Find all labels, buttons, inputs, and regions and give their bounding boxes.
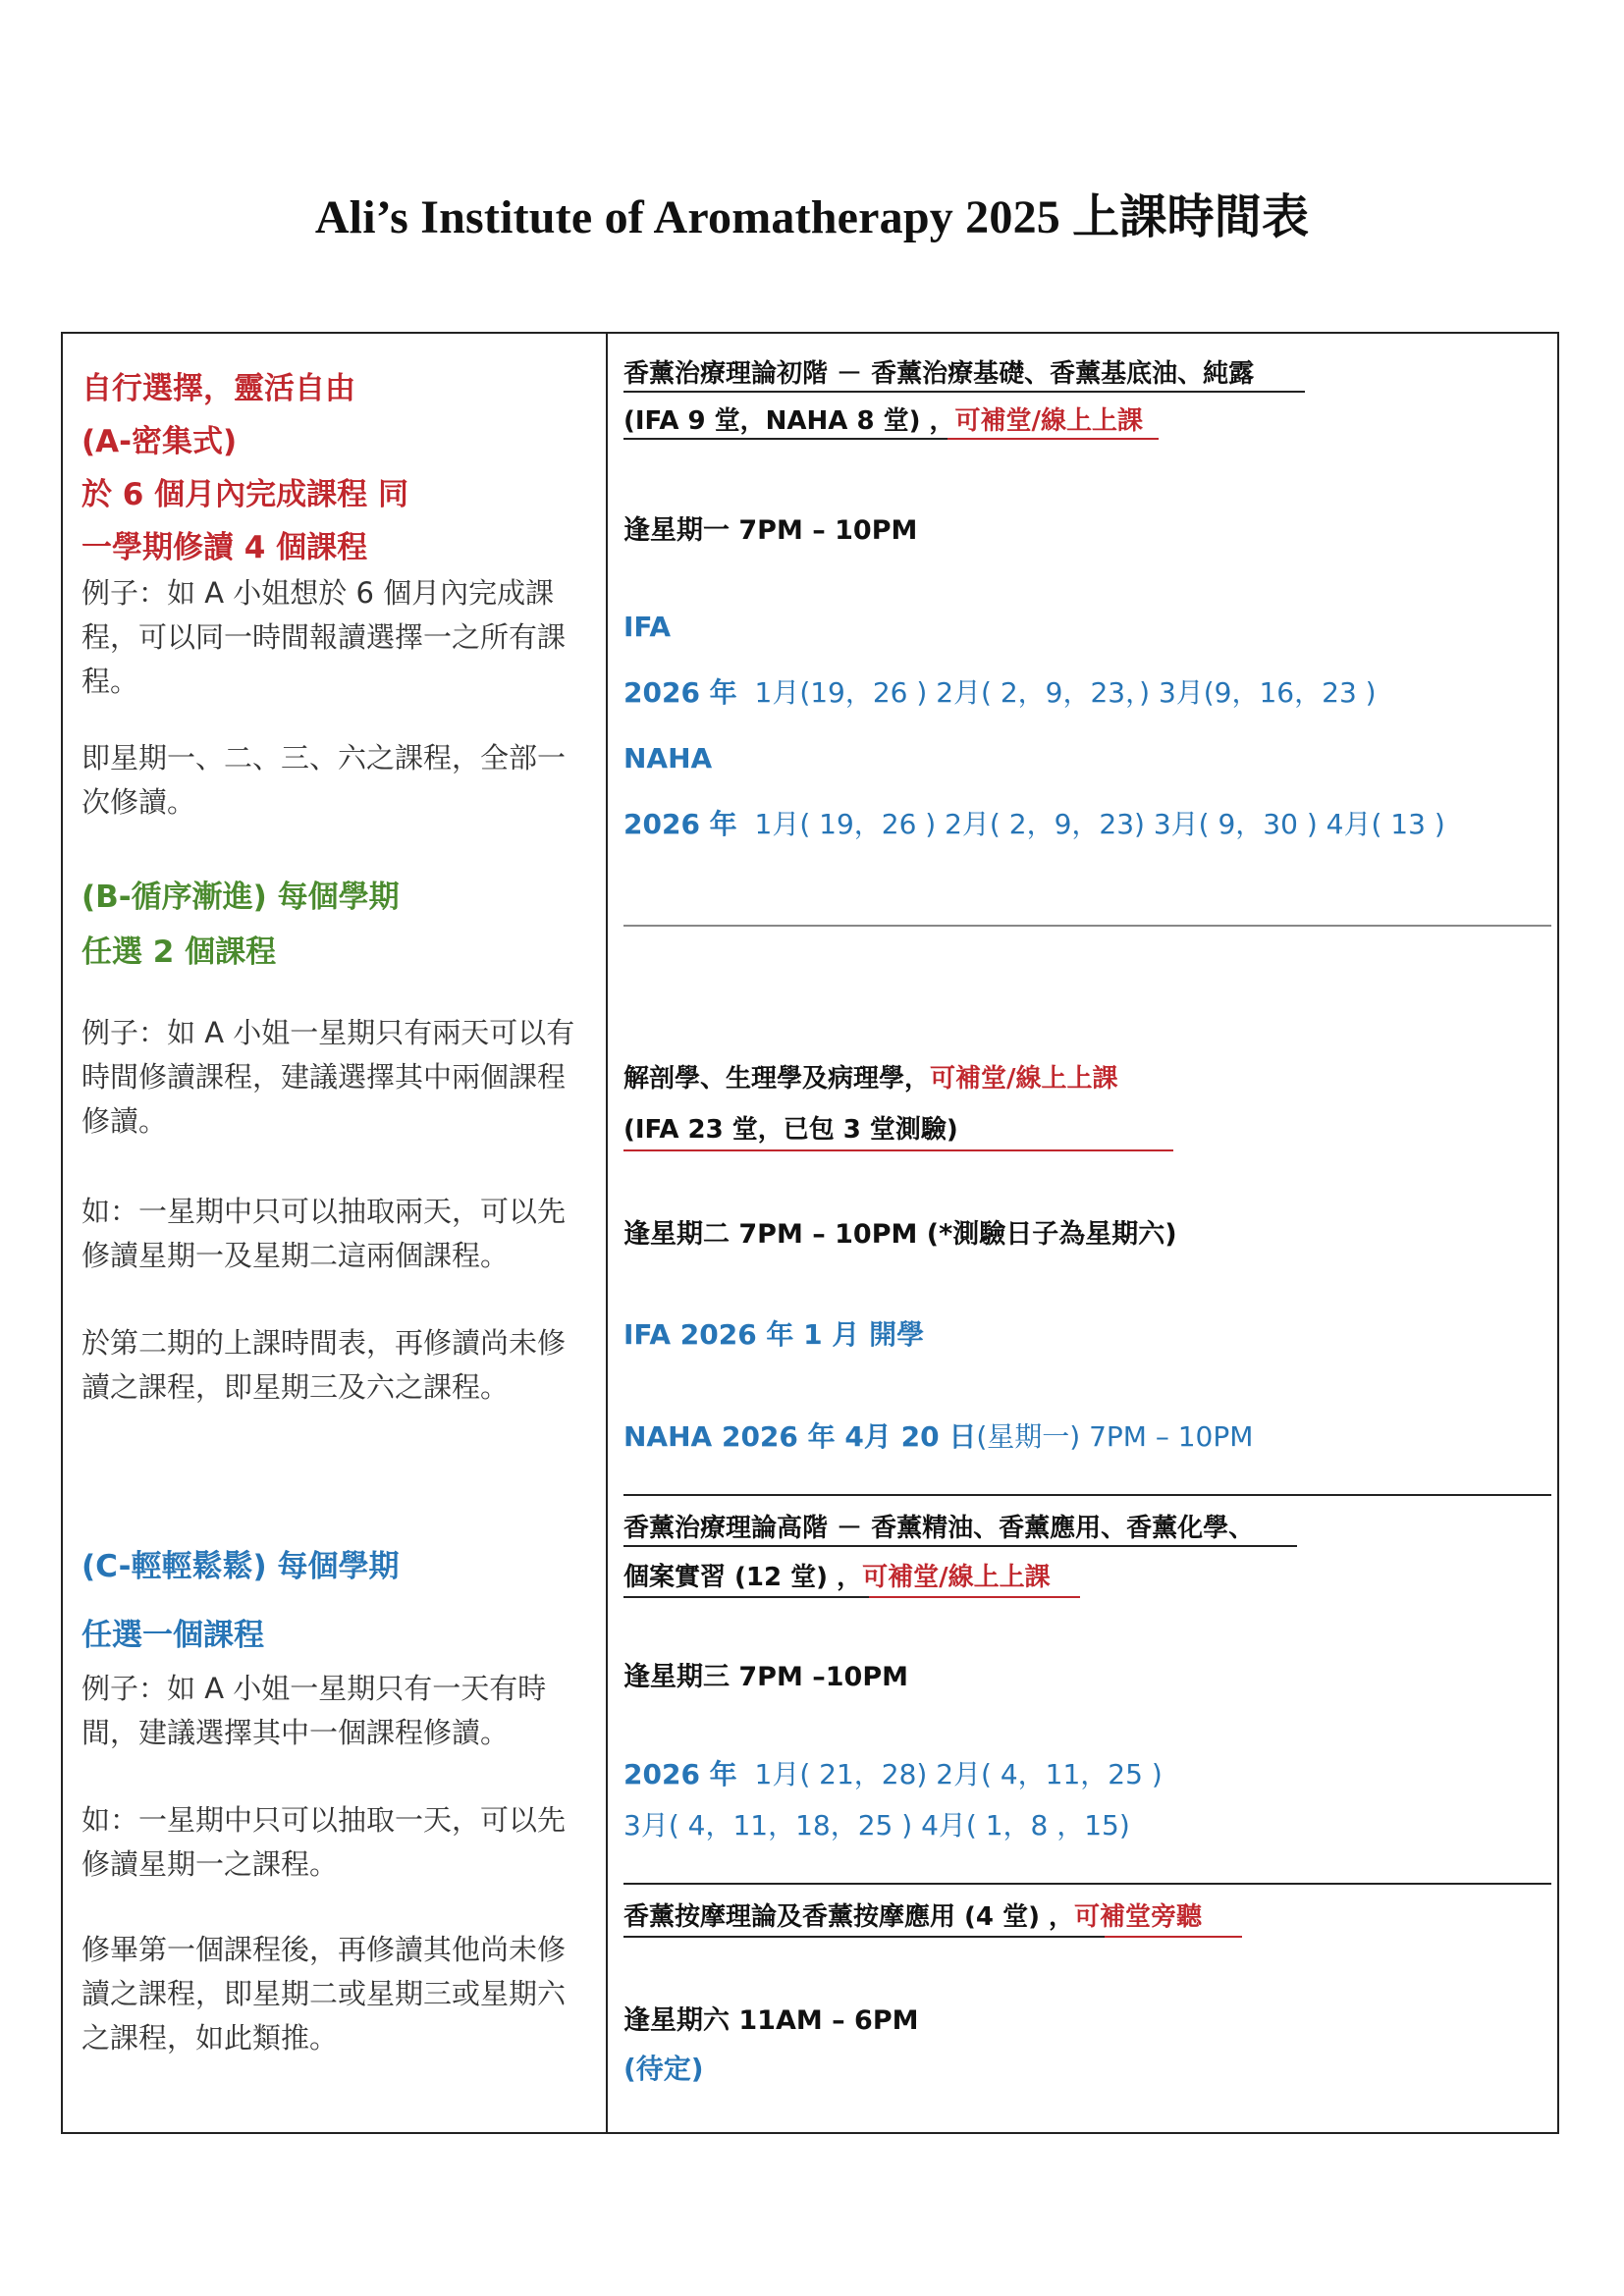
course-1-note-underline — [947, 438, 1159, 440]
course-1-divider — [623, 925, 1551, 927]
course-4-note-underline — [1105, 1936, 1242, 1938]
option-a-note: 即星期一、二、三、六之課程，全部一次修讀。 — [81, 741, 567, 819]
course-1-title-underline — [623, 391, 1305, 393]
option-b-note-2: 於第二期的上課時間表，再修讀尚未修讀之課程，即星期三及六之課程。 — [81, 1326, 567, 1404]
option-b-note-1: 如：一星期中只可以抽取兩天，可以先修讀星期一及星期二這兩個課程。 — [81, 1195, 567, 1272]
schedule-table — [61, 332, 1559, 2134]
option-c-heading-1: (C-輕輕鬆鬆) 每個學期 — [81, 1549, 400, 1584]
course-1-time: 逢星期一 7PM – 10PM — [623, 515, 918, 546]
option-c-note-2: 修畢第一個課程後，再修讀其他尚未修讀之課程，即星期二或星期三或星期六之課程，如此類推。 — [81, 1933, 567, 2055]
course-2-time: 逢星期二 7PM – 10PM (*測驗日子為星期六) — [623, 1219, 1177, 1250]
course-3-title: 香薰治療理論高階 － 香薰精油、香薰應用、香薰化學、 — [623, 1514, 1255, 1543]
option-a-heading-3: 於 6 個月內完成課程 同 — [81, 477, 408, 512]
course-4-title: 香薰按摩理論及香薰按摩應用 (4 堂) ，可補堂旁聽 — [623, 1902, 1203, 1932]
course-2-title: 解剖學、生理學及病理學，可補堂/線上上課 — [623, 1064, 1118, 1094]
page-title: Ali’s Institute of Aromatherapy 2025 上課時間表 — [314, 191, 1310, 243]
option-b-heading-1: (B-循序漸進) 每個學期 — [81, 880, 400, 915]
course-1-makeup-note: 可補堂/線上上課 — [954, 406, 1144, 436]
course-2-divider — [623, 1494, 1551, 1496]
course-2-naha: NAHA 2026 年 4月 20 日(星期一) 7PM – 10PM — [623, 1420, 1254, 1453]
courses-column — [623, 334, 1546, 2132]
course-3-time: 逢星期三 7PM –10PM — [623, 1662, 908, 1692]
option-a-example: 例子：如 A 小姐想於 6 個月內完成課程，可以同一時間報讀選擇一之所有課程。 — [81, 576, 567, 698]
course-4-audit-note: 可補堂旁聽 — [1074, 1902, 1203, 1932]
options-column — [81, 334, 602, 2132]
course-4-time: 逢星期六 11AM – 6PM — [623, 2005, 919, 2036]
course-4-tbd: (待定) — [623, 2053, 704, 2085]
option-c-heading-2: 任選一個課程 — [81, 1618, 264, 1653]
course-1-naha-label: NAHA — [623, 742, 713, 774]
course-2-underline — [623, 1149, 1173, 1151]
option-c-example: 例子：如 A 小姐一星期只有一天有時間，建議選擇其中一個課程修讀。 — [81, 1672, 547, 1749]
option-b-heading-2: 任選 2 個課程 — [81, 934, 277, 970]
course-1-title: 香薰治療理論初階 － 香薰治療基礎、香薰基底油、純露 — [623, 359, 1255, 389]
course-3-dates-1: 2026 年 1月( 21，28) 2月( 4，11，25 ) — [623, 1758, 1163, 1790]
course-1-naha-dates: 2026 年 1月( 19，26 ) 2月( 2，9，23) 3月( 9，30 ) 4月( 13 ) — [623, 808, 1445, 840]
option-a-heading-4: 一學期修讀 4 個課程 — [81, 530, 368, 565]
option-c-note-1: 如：一星期中只可以抽取一天，可以先修讀星期一之課程。 — [81, 1803, 567, 1881]
column-divider — [606, 334, 608, 2132]
course-2-sessions: (IFA 23 堂，已包 3 堂測驗) — [623, 1115, 958, 1145]
course-1-sessions: (IFA 9 堂，NAHA 8 堂) ，可補堂/線上上課 — [623, 406, 1144, 436]
option-a-heading-1: 自行選擇，靈活自由 — [81, 371, 355, 406]
course-3-dates-2: 3月( 4，11，18，25 ) 4月( 1，8 ，15) — [623, 1809, 1130, 1842]
course-2-makeup-note: 可補堂/線上上課 — [930, 1064, 1118, 1094]
option-a-heading-2: (A-密集式) — [81, 424, 238, 459]
course-1-ifa-dates: 2026 年 1月(19，26 ) 2月( 2，9，23，) 3月(9，16，23 ) — [623, 676, 1377, 709]
course-2-ifa: IFA 2026 年 1 月 開學 — [623, 1318, 925, 1351]
course-1-ifa-label: IFA — [623, 611, 672, 643]
course-3-note-underline — [869, 1596, 1080, 1598]
course-4-underline — [623, 1936, 1105, 1938]
course-3-title-underline — [623, 1545, 1297, 1547]
course-3-divider — [623, 1883, 1551, 1885]
option-b-example: 例子：如 A 小姐一星期只有兩天可以有時間修讀課程，建議選擇其中兩個課程修讀。 — [81, 1016, 575, 1138]
course-3-sessions: 個案實習 (12 堂) ，可補堂/線上上課 — [623, 1563, 1051, 1592]
course-3-makeup-note: 可補堂/線上上課 — [862, 1563, 1051, 1592]
